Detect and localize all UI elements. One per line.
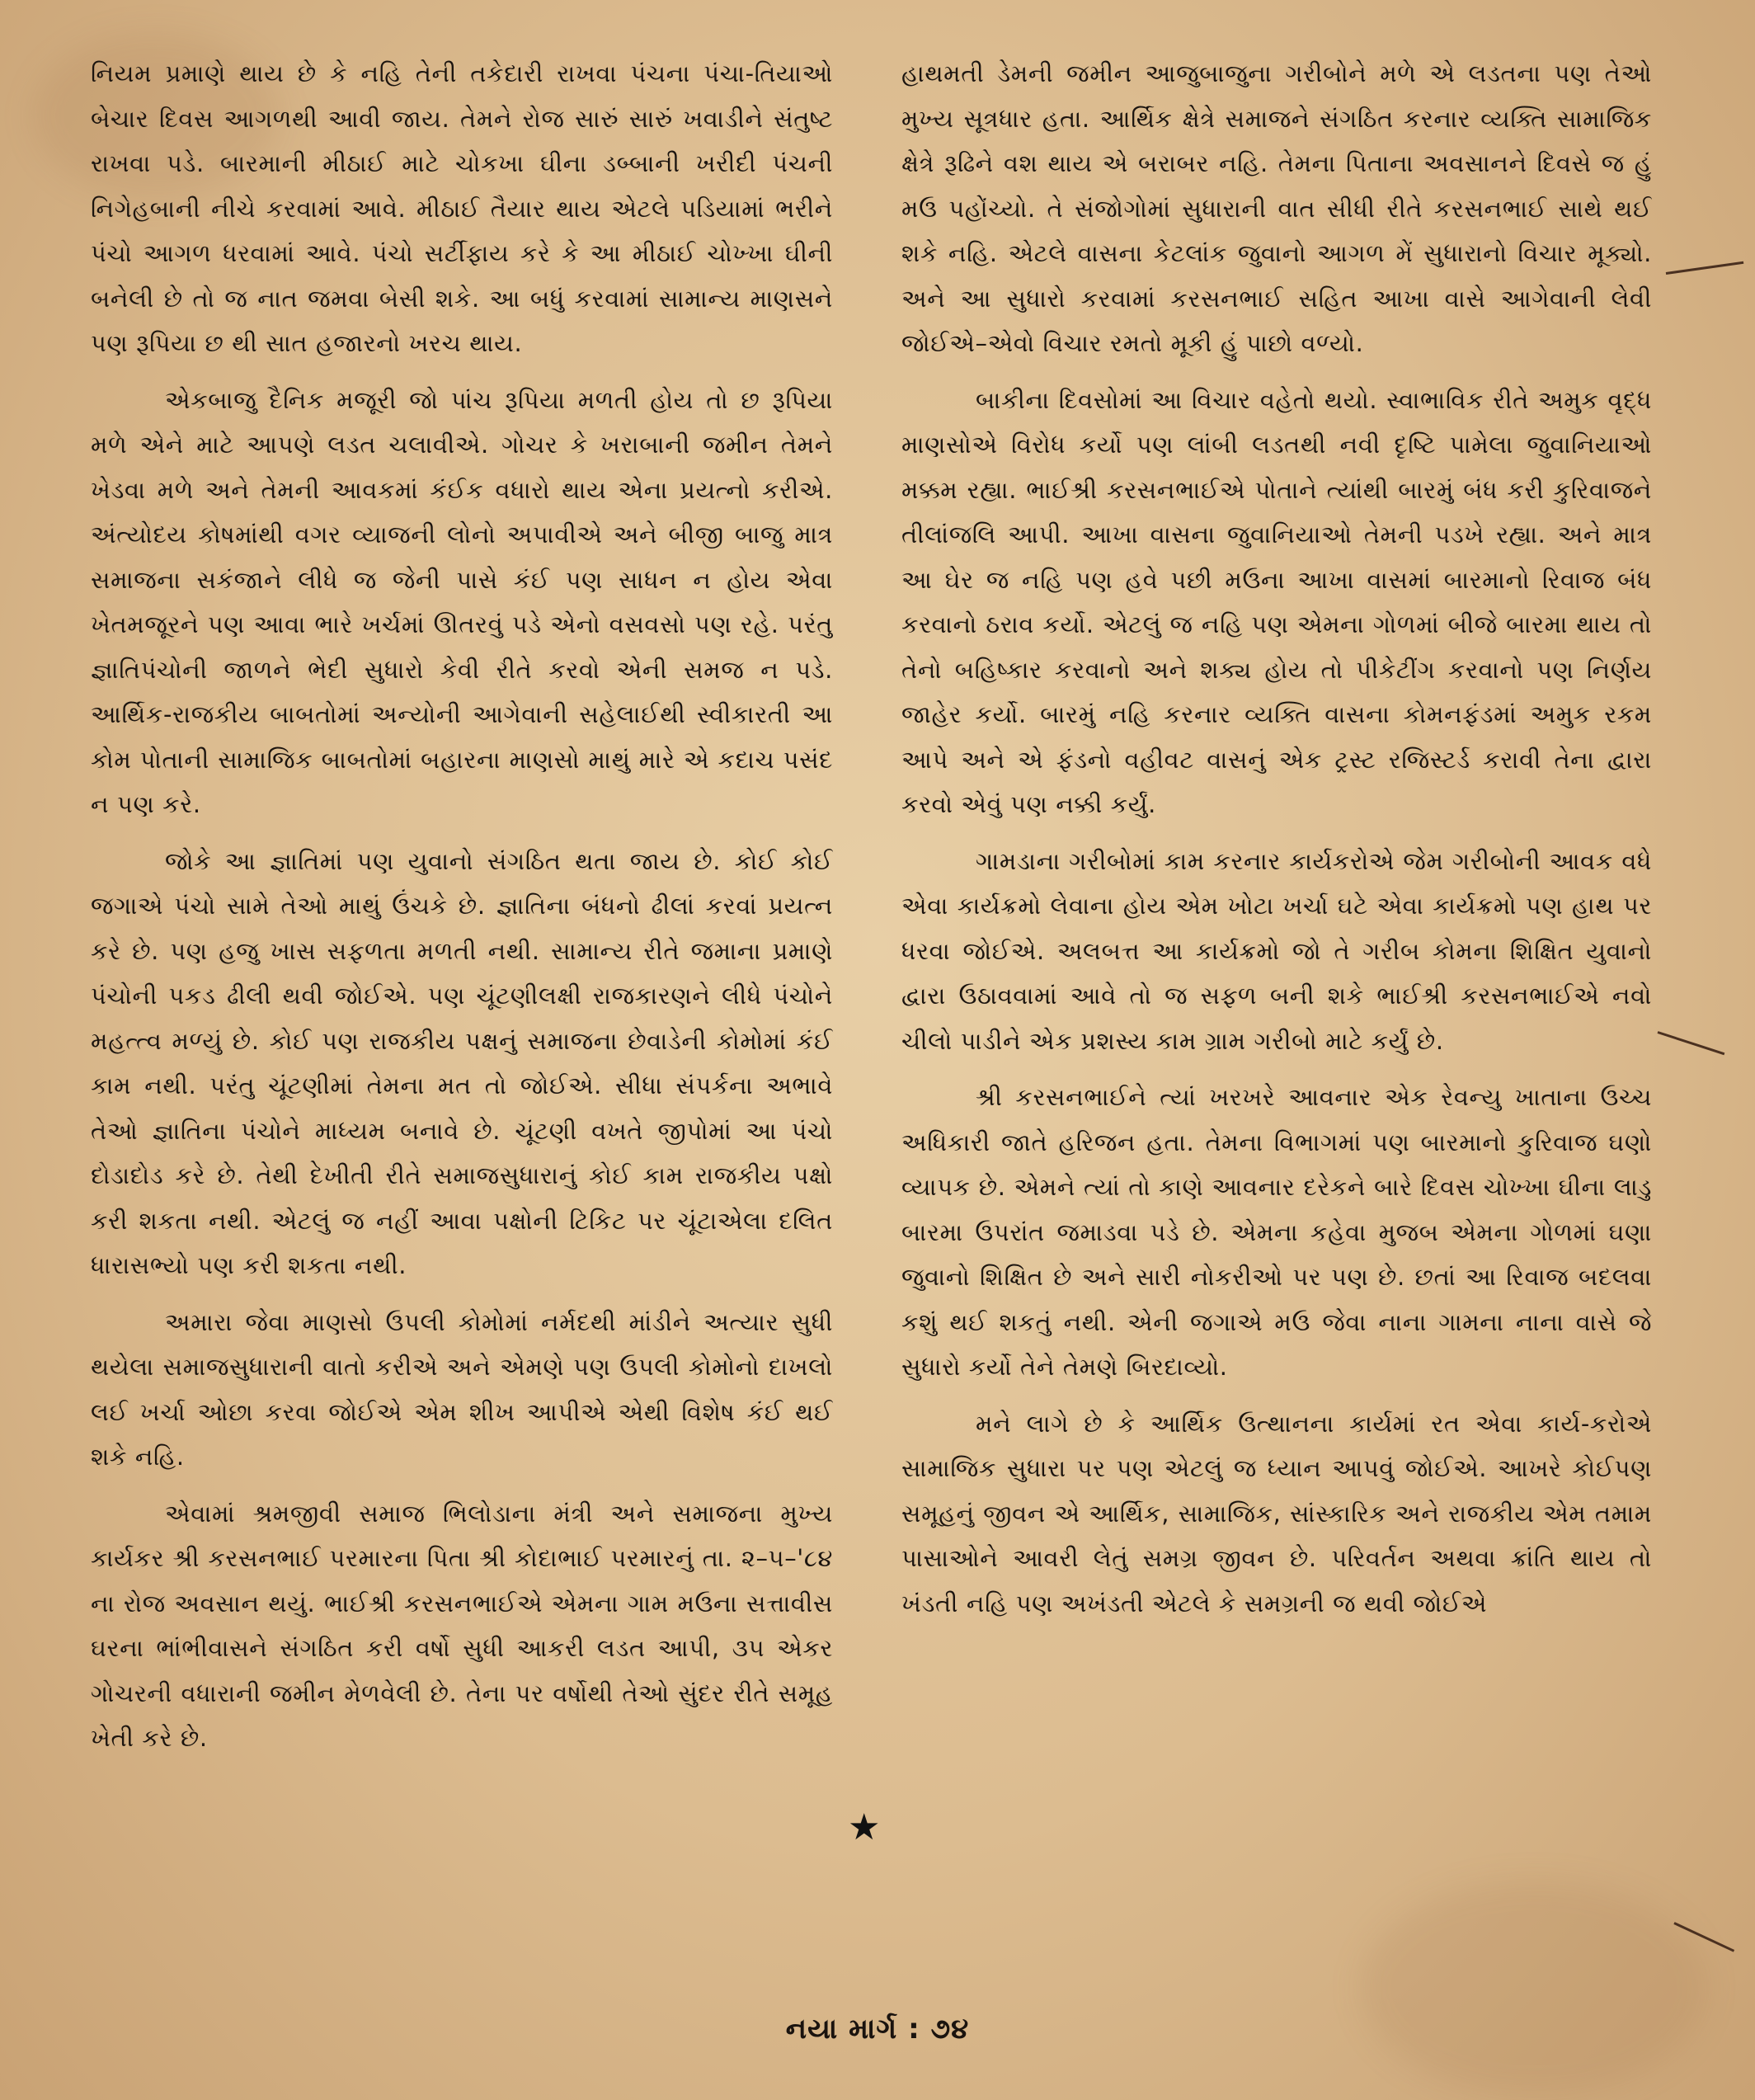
paragraph: ગામડાના ગરીબોમાં કામ કરનાર કાર્યકરોએ જેમ ગરીબોની આવક વધે એવા કાર્યક્રમો લેવાના હોય એમ ખોટા ખર્ચા ઘટે એવા કાર્યક્રમો પણ હાથ પર ધરવા જોઈએ. અલબત્ત આ કાર્યક્રમો જો તે ગરીબ કોમના શિક્ષિત યુવાનો દ્વારા ઉઠાવવામાં આવે તો જ સફળ બની શકે ભાઈશ્રી કરસનભાઈએ નવો ચીલો પાડીને એક પ્રશસ્ય કામ ગ્રામ ગરીબો માટે કર્યું છે. — [901, 846, 1652, 1055]
paper-tear-mark — [1666, 261, 1743, 275]
paper-tear-mark — [1658, 1031, 1725, 1055]
paragraph: બાકીના દિવસોમાં આ વિચાર વહેતો થયો. સ્વાભાવિક રીતે અમુક વૃદ્ધ માણસોએ વિરોધ કર્યો પણ લાંબી લડતથી નવી દૃષ્ટિ પામેલા જુવાનિયાઓ મક્કમ રહ્યા. ભાઈશ્રી કરસનભાઈએ પોતાને ત્યાંથી બારમું બંધ કરી કુરિવાજને તીલાંજલિ આપી. આખા વાસના જુવાનિયાઓ તેમની પડખે રહ્યા. અને માત્ર આ ઘેર જ નહિ પણ હવે પછી મઉના આખા વાસમાં બારમાનો રિવાજ બંધ કરવાનો ઠરાવ કર્યો. એટલું જ નહિ પણ એમના ગોળમાં બીજે બારમા થાય તો તેનો બહિષ્કાર કરવાનો અને શક્ય હોય તો પીકેટીંગ કરવાનો પણ નિર્ણય જાહેર કર્યો. બારમું નહિ કરનાર વ્યક્તિ વાસના કોમનફંડમાં અમુક રકમ આપે અને એ ફંડનો વહીવટ વાસનું એક ટ્રસ્ટ રજિસ્ટર્ડ કરાવી તેના દ્વારા કરવો એવું પણ નક્કી કર્યું. — [901, 385, 1652, 818]
paragraph: શ્રી કરસનભાઈને ત્યાં ખરખરે આવનાર એક રેવન્યુ ખાતાના ઉચ્ચ અધિકારી જાતે હરિજન હતા. તેમના વિભાગમાં પણ બારમાનો કુરિવાજ ઘણો વ્યાપક છે. એમને ત્યાં તો કાણે આવનાર દરેકને બારે દિવસ ચોખ્ખા ઘીના લાડુ બારમા ઉપરાંત જમાડવા પડે છે. એમના કહેવા મુજબ એમના ગોળમાં ઘણા જુવાનો શિક્ષિત છે અને સારી નોકરીઓ પર પણ છે. છતાં આ રિવાજ બદલવા કશું થઈ શકતું નથી. એની જગાએ મઉ જેવા નાના ગામના નાના વાસે જે સુધારો કર્યો તેને તેમણે બિરદાવ્યો. — [901, 1083, 1652, 1381]
paragraph: એકબાજુ દૈનિક મજૂરી જો પાંચ રૂપિયા મળતી હોય તો છ રૂપિયા મળે એને માટે આપણે લડત ચલાવીએ. ગોચર કે ખરાબાની જમીન તેમને ખેડવા મળે અને તેમની આવકમાં કંઈક વધારો થાય એના પ્રયત્નો કરીએ. અંત્યોદય કોષમાંથી વગર વ્યાજની લોનો અપાવીએ અને બીજી બાજુ માત્ર સમાજના સકંજાને લીધે જ જેની પાસે કંઈ પણ સાધન ન હોય એવા ખેતમજૂરને પણ આવા ભારે ખર્ચમાં ઊતરવું પડે એનો વસવસો પણ રહે. પરંતુ જ્ઞાતિપંચોની જાળને ભેદી સુધારો કેવી રીતે કરવો એની સમજ ન પડે. આર્થિક-રાજકીય બાબતોમાં અન્યોની આગેવાની સહેલાઈથી સ્વીકારતી આ કોમ પોતાની સામાજિક બાબતોમાં બહારના માણસો માથું મારે એ કદાચ પસંદ ન પણ કરે. — [91, 385, 833, 818]
end-of-article-star-icon: ★ — [848, 1806, 881, 1848]
paper-stain — [1361, 1881, 1707, 2095]
page-footer: નયા માર્ગ : ૭૪ — [785, 2013, 970, 2046]
article-right-column — [901, 51, 1652, 1637]
paragraph: અમારા જેવા માણસો ઉપલી કોમોમાં નર્મદથી માંડીને અત્યાર સુધી થયેલા સમાજસુધારાની વાતો કરીએ અને એમણે પણ ઉપલી કોમોનો દાખલો લઈ ખર્ચા ઓછા કરવા જોઈએ એમ શીખ આપીએ એથી વિશેષ કંઈ થઈ શકે નહિ. — [91, 1307, 833, 1471]
paragraph: હાથમતી ડેમની જમીન આજુબાજુના ગરીબોને મળે એ લડતના પણ તેઓ મુખ્ય સૂત્રધાર હતા. આર્થિક ક્ષેત્રે સમાજને સંગઠિત કરનાર વ્યક્તિ સામાજિક ક્ષેત્રે રૂઢિને વશ થાય એ બરાબર નહિ. તેમના પિતાના અવસાનને દિવસે જ હું મઉ પહોંચ્યો. તે સંજોગોમાં સુધારાની વાત સીધી રીતે કરસનભાઈ સાથે થઈ શકે નહિ. એટલે વાસના કેટલાંક જુવાનો આગળ મેં સુધારાનો વિચાર મૂક્યો. અને આ સુધારો કરવામાં કરસનભાઈ સહિત આખા વાસે આગેવાની લેવી જોઈએ–એવો વિચાર રમતો મૂકી હું પાછો વળ્યો. — [901, 59, 1652, 357]
article-left-column — [91, 51, 833, 1773]
paragraph: મને લાગે છે કે આર્થિક ઉત્થાનના કાર્યમાં રત એવા કાર્ય-કરોએ સામાજિક સુધારા પર પણ એટલું જ ધ્યાન આપવું જોઈએ. આખરે કોઈપણ સમૂહનું જીવન એ આર્થિક, સામાજિક, સાંસ્કારિક અને રાજકીય એમ તમામ પાસાઓને આવરી લેતું સમગ્ર જીવન છે. પરિવર્તન અથવા ક્રાંતિ થાય તો ખંડતી નહિ પણ અખંડતી એટલે કે સમગ્રની જ થવી જોઈએ — [901, 1409, 1652, 1617]
paragraph: એવામાં શ્રમજીવી સમાજ ભિલોડાના મંત્રી અને સમાજના મુખ્ય કાર્યકર શ્રી કરસનભાઈ પરમારના પિતા શ્રી કોદાભાઈ પરમારનું તા. ૨–૫–'૮૪ ના રોજ અવસાન થયું. ભાઈશ્રી કરસનભાઈએ એમના ગામ મઉના સત્તાવીસ ઘરના ભાંભીવાસને સંગઠિત કરી વર્ષો સુધી આકરી લડત આપી, ૩૫ એકર ગોચરની વધારાની જમીન મેળવેલી છે. તેના પર વર્ષોથી તેઓ સુંદર રીતે સમૂહ ખેતી કરે છે. — [91, 1499, 833, 1752]
paragraph: જોકે આ જ્ઞાતિમાં પણ યુવાનો સંગઠિત થતા જાય છે. કોઈ કોઈ જગાએ પંચો સામે તેઓ માથું ઉંચકે છે. જ્ઞાતિના બંધનો ઢીલાં કરવાં પ્રયત્ન કરે છે. પણ હજુ ખાસ સફળતા મળતી નથી. સામાન્ય રીતે જમાના પ્રમાણે પંચોની પકડ ઢીલી થવી જોઈએ. પણ ચૂંટણીલક્ષી રાજકારણને લીધે પંચોને મહત્ત્વ મળ્યું છે. કોઈ પણ રાજકીય પક્ષનું સમાજના છેવાડેની કોમોમાં કંઈ કામ નથી. પરંતુ ચૂંટણીમાં તેમના મત તો જોઈએ. સીધા સંપર્કના અભાવે તેઓ જ્ઞાતિના પંચોને માધ્યમ બનાવે છે. ચૂંટણી વખતે જીપોમાં આ પંચો દોડાદોડ કરે છે. તેથી દેખીતી રીતે સમાજસુધારાનું કોઈ કામ રાજકીય પક્ષો કરી શકતા નથી. એટલું જ નહીં આવા પક્ષોની ટિકિટ પર ચૂંટાએલા દલિત ધારાસભ્યો પણ કરી શકતા નથી. — [91, 846, 833, 1279]
paragraph: નિયમ પ્રમાણે થાય છે કે નહિ તેની તકેદારી રાખવા પંચના પંચા-તિયાઓ બેચાર દિવસ આગળથી આવી જાય. તેમને રોજ સારું સારું ખવાડીને સંતુષ્ટ રાખવા પડે. બારમાની મીઠાઈ માટે ચોકખા ઘીના ડબ્બાની ખરીદી પંચની નિગેહબાની નીચે કરવામાં આવે. મીઠાઈ તૈયાર થાય એટલે પડિયામાં ભરીને પંચો આગળ ધરવામાં આવે. પંચો સર્ટીફાય કરે કે આ મીઠાઈ ચોખ્ખા ઘીની બનેલી છે તો જ નાત જમવા બેસી શકે. આ બધું કરવામાં સામાન્ય માણસને પણ રૂપિયા છ થી સાત હજારનો ખરચ થાય. — [91, 59, 833, 357]
